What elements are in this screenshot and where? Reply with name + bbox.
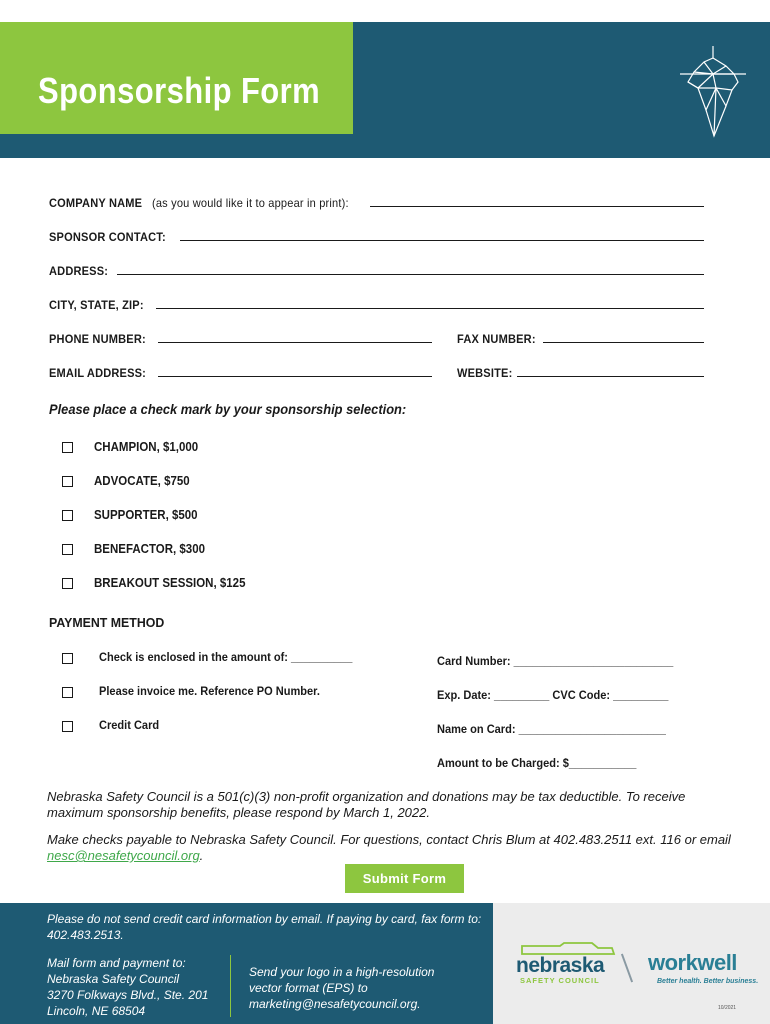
website-label: WEBSITE: bbox=[457, 366, 513, 380]
mail-line: Nebraska Safety Council bbox=[47, 972, 180, 986]
revision-date: 10/2021 bbox=[718, 1005, 737, 1011]
payment-invoice-label: Please invoice me. Reference PO Number. bbox=[99, 684, 320, 698]
checkbox[interactable] bbox=[62, 578, 73, 589]
nebraska-wordmark: nebraska bbox=[516, 954, 605, 977]
footer-divider bbox=[230, 955, 231, 1017]
payment-credit-card[interactable] bbox=[62, 718, 160, 735]
amount-charged-field[interactable]: Amount to be Charged: $___________ bbox=[437, 756, 637, 770]
nonprofit-note: Nebraska Safety Council is a 501(c)(3) non-profit organization and donations may be tax deductible. To receive maximum sponsorship benefits, please respond by March 1, 2022. bbox=[47, 789, 686, 820]
logo-line: marketing@nesafetycouncil.org. bbox=[249, 997, 421, 1011]
phone-field[interactable] bbox=[49, 328, 432, 346]
city-state-zip-field[interactable] bbox=[49, 294, 704, 312]
iceberg-icon bbox=[676, 44, 750, 140]
page-title: Sponsorship Form bbox=[38, 70, 321, 111]
company-name-field[interactable] bbox=[49, 192, 704, 210]
logo-instructions bbox=[249, 964, 434, 1012]
company-name-hint: (as you would like it to appear in print): bbox=[152, 196, 350, 210]
fax-label: FAX NUMBER: bbox=[457, 332, 536, 346]
option-supporter[interactable] bbox=[62, 508, 198, 522]
checkbox[interactable] bbox=[62, 653, 73, 664]
checkbox[interactable] bbox=[62, 544, 73, 555]
fax-field[interactable] bbox=[457, 328, 704, 346]
mail-line: Lincoln, NE 68504 bbox=[47, 1004, 146, 1018]
website-field[interactable] bbox=[457, 362, 704, 380]
payment-check-label: Check is enclosed in the amount of: __________ bbox=[99, 650, 353, 664]
mail-line: 3270 Folkways Blvd., Ste. 201 bbox=[47, 988, 209, 1002]
email-field[interactable] bbox=[49, 362, 432, 380]
checks-note-text: Make checks payable to Nebraska Safety Council. For questions, contact Chris Blum at 402.483.2511 ext. 116 or email bbox=[47, 832, 731, 847]
email-link[interactable]: nesc@nesafetycouncil.org bbox=[47, 848, 200, 863]
sponsor-contact-label: SPONSOR CONTACT: bbox=[49, 230, 166, 244]
exp-cvc-field[interactable]: Exp. Date: _________ CVC Code: _________ bbox=[437, 688, 669, 702]
checkbox[interactable] bbox=[62, 442, 73, 453]
safety-council-wordmark: SAFETY COUNCIL bbox=[520, 976, 600, 985]
option-label: BREAKOUT SESSION, $125 bbox=[94, 576, 246, 590]
city-state-zip-label: CITY, STATE, ZIP: bbox=[49, 298, 144, 312]
mail-line: Mail form and payment to: bbox=[47, 956, 186, 970]
checks-note-suffix: . bbox=[199, 848, 204, 863]
option-label: SUPPORTER, $500 bbox=[94, 508, 198, 522]
checkbox[interactable] bbox=[62, 510, 73, 521]
option-label: CHAMPION, $1,000 bbox=[94, 440, 199, 454]
workwell-wordmark: workwell bbox=[648, 950, 737, 975]
fax-line[interactable] bbox=[543, 342, 704, 343]
company-name-line[interactable] bbox=[370, 206, 704, 207]
option-label: BENEFACTOR, $300 bbox=[94, 542, 206, 556]
address-field[interactable] bbox=[49, 260, 704, 278]
sponsor-contact-field[interactable] bbox=[49, 226, 704, 244]
credit-card-notice: Please do not send credit card information by email. If paying by card, fax form to: 402.483.2513. bbox=[47, 912, 482, 942]
address-label: ADDRESS: bbox=[49, 264, 109, 278]
checkbox[interactable] bbox=[62, 476, 73, 487]
checkbox[interactable] bbox=[62, 721, 73, 732]
option-label: ADVOCATE, $750 bbox=[94, 474, 190, 488]
submit-button[interactable]: Submit Form bbox=[345, 864, 464, 893]
email-line[interactable] bbox=[158, 376, 432, 377]
option-benefactor[interactable] bbox=[62, 542, 206, 556]
option-breakout-session[interactable] bbox=[62, 576, 246, 590]
logo-line: vector format (EPS) to bbox=[249, 981, 368, 995]
option-advocate[interactable] bbox=[62, 474, 190, 488]
option-champion[interactable] bbox=[62, 440, 199, 454]
payment-check[interactable] bbox=[62, 650, 353, 667]
email-label: EMAIL ADDRESS: bbox=[49, 366, 147, 380]
selection-heading: Please place a check mark by your sponsorship selection: bbox=[49, 401, 407, 417]
website-line[interactable] bbox=[517, 376, 704, 377]
checkbox[interactable] bbox=[62, 687, 73, 698]
city-state-zip-line[interactable] bbox=[156, 308, 704, 309]
phone-line[interactable] bbox=[158, 342, 432, 343]
payment-invoice[interactable] bbox=[62, 684, 320, 701]
sponsor-contact-line[interactable] bbox=[180, 240, 704, 241]
company-name-label: COMPANY NAME bbox=[49, 196, 143, 210]
name-on-card-field[interactable]: Name on Card: ________________________ bbox=[437, 722, 666, 736]
workwell-tagline: Better health. Better business. bbox=[657, 978, 759, 985]
payment-heading: PAYMENT METHOD bbox=[49, 615, 165, 630]
checks-note bbox=[47, 832, 737, 864]
phone-label: PHONE NUMBER: bbox=[49, 332, 146, 346]
payment-credit-card-label: Credit Card bbox=[99, 718, 160, 732]
top-margin bbox=[0, 0, 770, 22]
mail-address bbox=[47, 955, 208, 1019]
address-line[interactable] bbox=[117, 274, 704, 275]
logo-line: Send your logo in a high-resolution bbox=[249, 965, 435, 979]
card-number-field[interactable]: Card Number: __________________________ bbox=[437, 654, 674, 668]
